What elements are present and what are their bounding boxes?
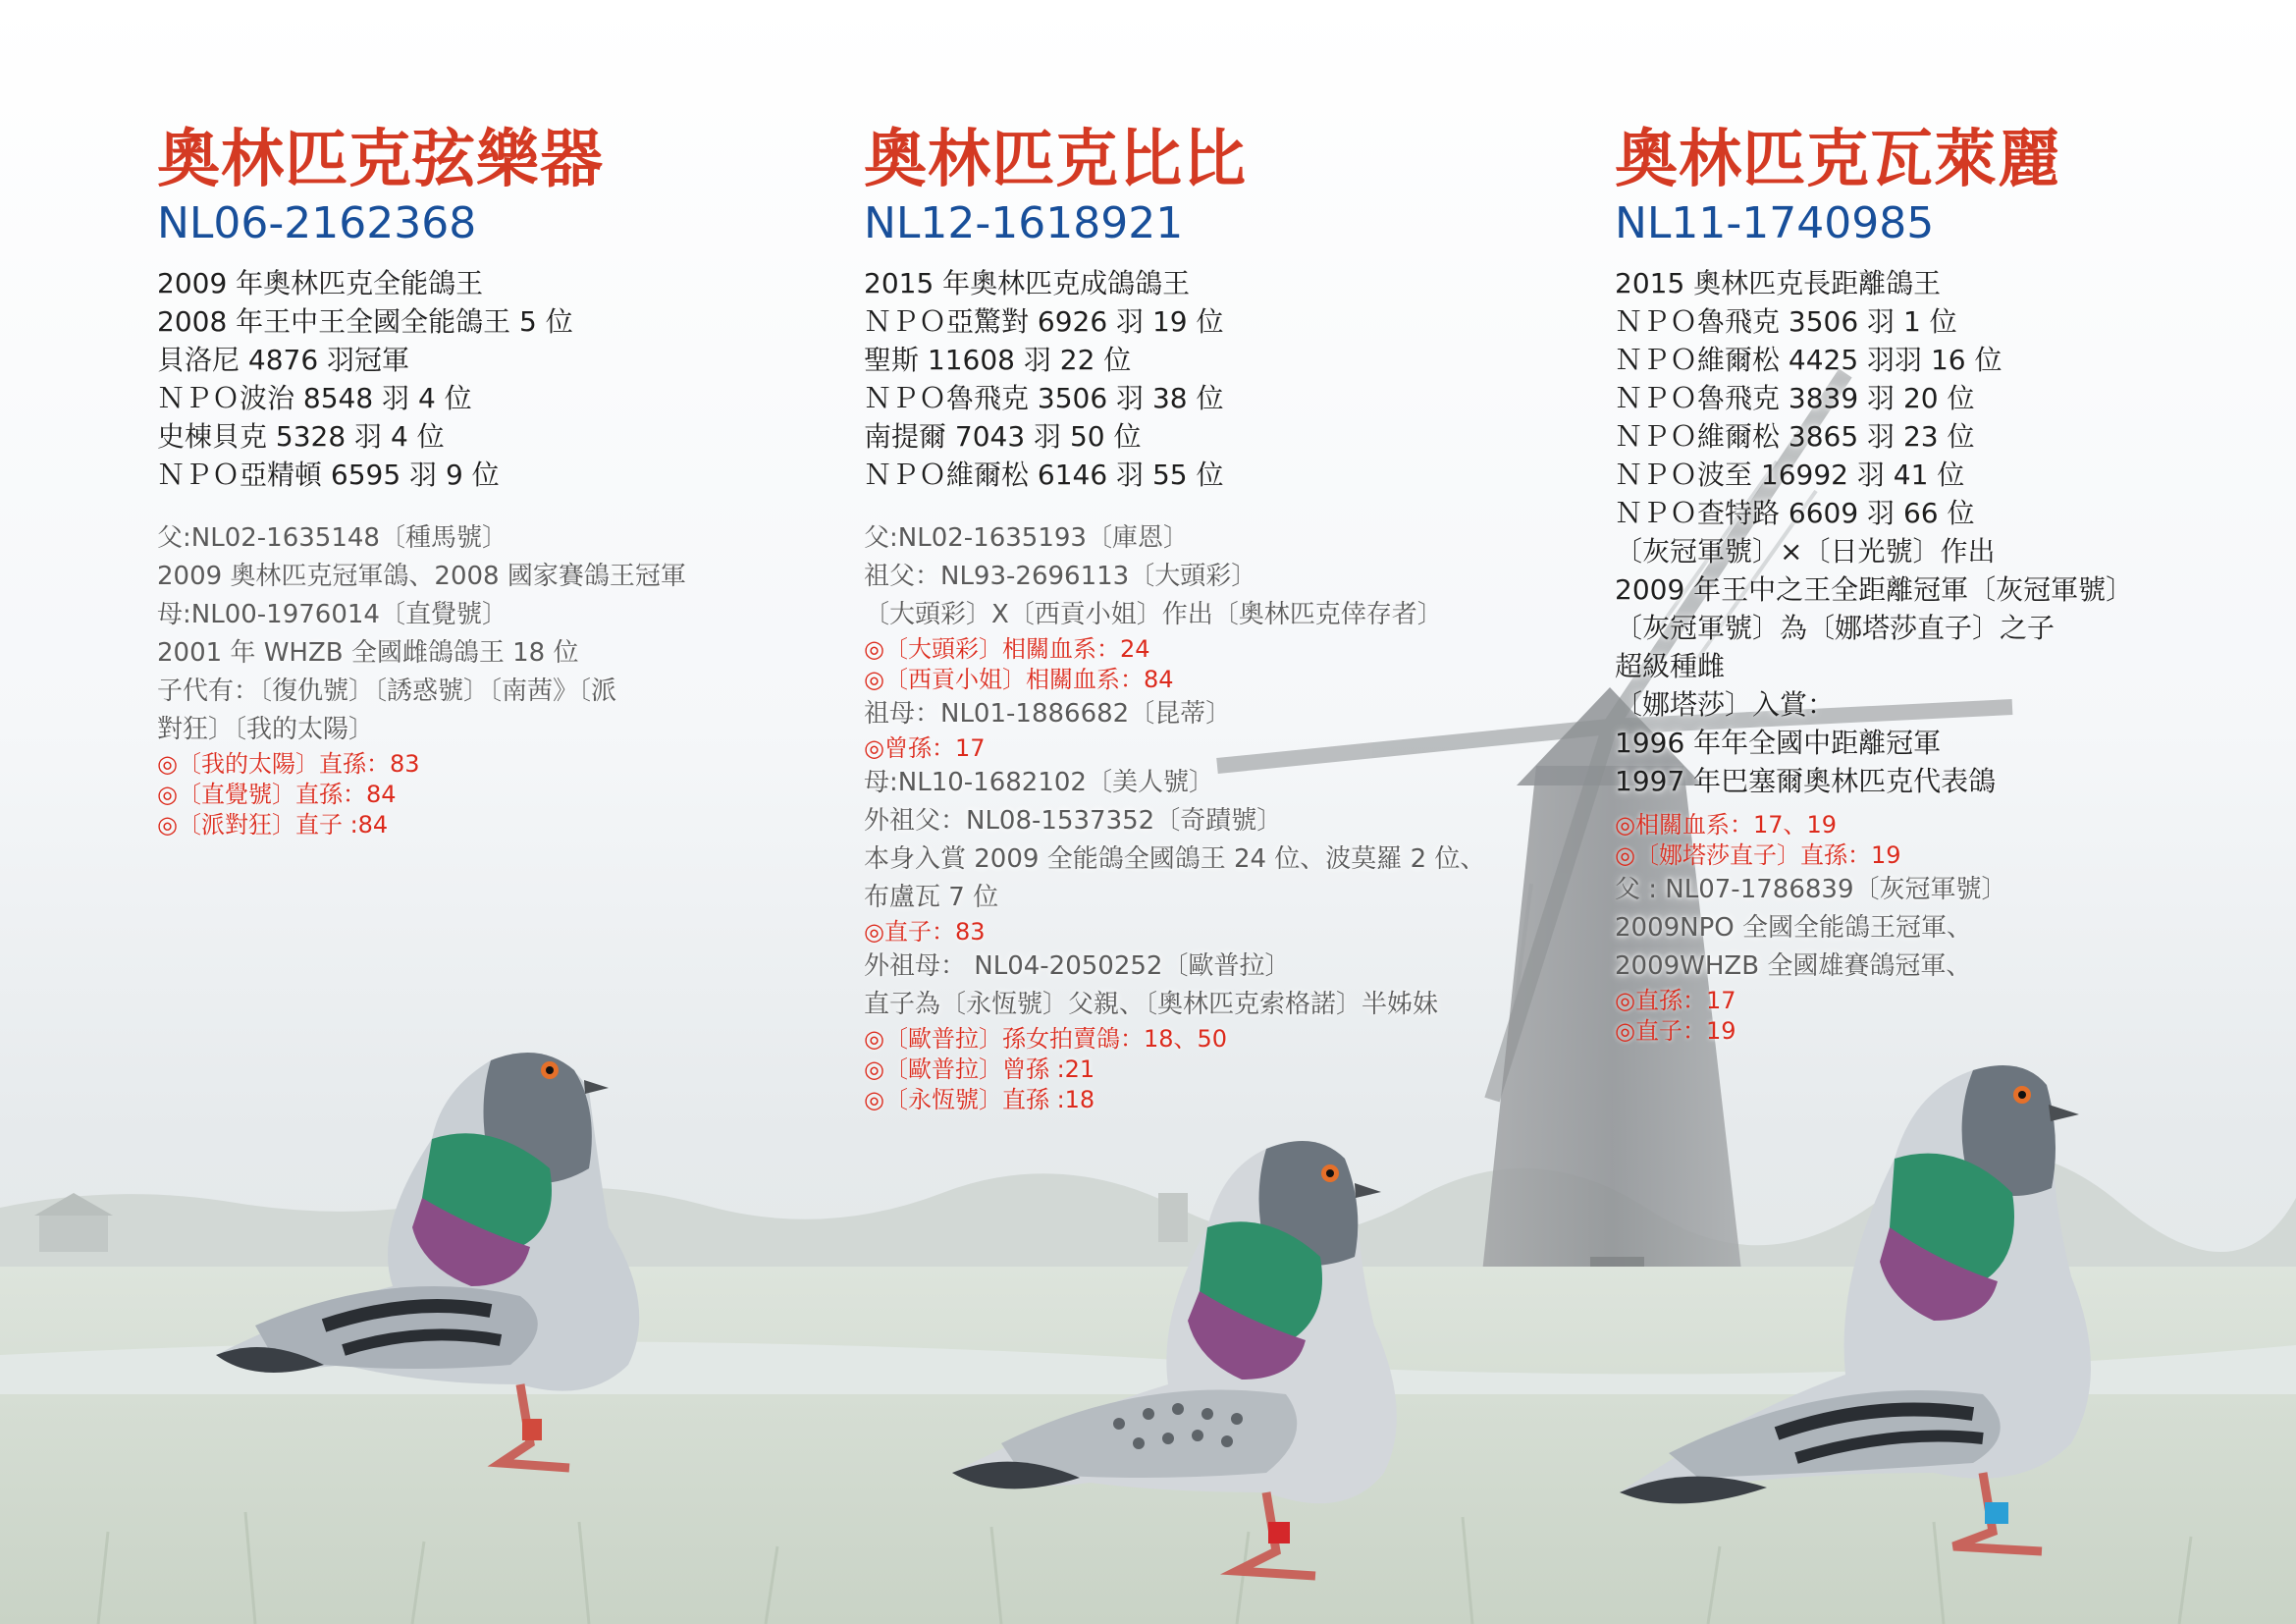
achievement-line: 1997 年巴塞爾奧林匹克代表鴿 [1615,765,1997,797]
ring-number: NL12-1618921 [864,198,1184,248]
pedigree-line: 母:NL00-1976014〔直覺號〕 [157,600,507,629]
pedigree-line: 對狂〕〔我的太陽〕 [157,715,375,744]
achievement-line: 南提爾 7043 羽 50 位 [864,420,1142,453]
pedigree-line: 母:NL10-1682102〔美人號〕 [864,768,1214,797]
achievement-line: 史棟貝克 5328 羽 4 位 [157,420,445,453]
highlight-line: ◎〔西貢小姐〕相關血系：84 [864,666,1174,693]
pedigree-line: 2009 奧林匹克冠軍鴿、2008 國家賽鴿王冠軍 [157,562,686,591]
pedigree-list [864,519,1531,1115]
ring-number: NL11-1740985 [1615,198,1935,248]
highlight-line: ◎直子：19 [1615,1017,1736,1045]
pedigree-line: 祖父：NL93-2696113〔大頭彩〕 [864,562,1257,591]
pedigree-line: 2009NPO 全國全能鴿王冠軍、 [1615,913,1973,943]
achievement-line: 2009 年王中之王全距離冠軍〔灰冠軍號〕 [1615,573,2134,606]
achievement-line: ＮＰＯ魯飛克 3506 羽 1 位 [1615,305,1957,338]
achievement-line: ＮＰＯ亞驚對 6926 羽 19 位 [864,305,1224,338]
highlight-line: ◎〔永恆號〕直孫 :18 [864,1086,1095,1113]
achievement-line: 2008 年王中王全國全能鴿王 5 位 [157,305,573,338]
achievement-line: 1996 年年全國中距離冠軍 [1615,727,1942,759]
achievement-line: 貝洛尼 4876 羽冠軍 [157,344,410,376]
achievements-list [1615,264,2223,800]
pedigree-line: 子代有：〔復仇號〕〔誘惑號〕〔南茜》〔派 [157,677,617,706]
highlight-line: ◎曾孫：17 [864,734,986,762]
pedigree-list [157,519,785,840]
achievement-line: 2015 奧林匹克長距離鴿王 [1615,267,1942,299]
achievement-line: ＮＰＯ魯飛克 3839 羽 20 位 [1615,382,1975,414]
pedigree-line: 父:NL02-1635193〔庫恩〕 [864,523,1189,553]
achievement-line: ＮＰＯ亞精頓 6595 羽 9 位 [157,459,500,491]
achievement-line: ＮＰＯ波治 8548 羽 4 位 [157,382,472,414]
ring-number: NL06-2162368 [157,198,477,248]
highlight-line: ◎直孫：17 [1615,987,1736,1014]
highlight-line: ◎〔歐普拉〕曾孫 :21 [864,1056,1095,1083]
achievement-line: 聖斯 11608 羽 22 位 [864,344,1132,376]
achievement-line: ＮＰＯ魯飛克 3506 羽 38 位 [864,382,1224,414]
achievement-line: 〔灰冠軍號〕為〔娜塔莎直子〕之子 [1615,612,2056,644]
pedigree-line: 2009WHZB 全國雄賽鴿冠軍、 [1615,951,1972,981]
achievement-line: ＮＰＯ波至 16992 羽 41 位 [1615,459,1965,491]
highlight-line: ◎〔歐普拉〕孫女拍賣鴿：18、50 [864,1025,1228,1053]
pedigree-line: 〔大頭彩〕X〔西貢小姐〕作出〔奧林匹克倖存者〕 [864,600,1443,629]
achievement-line: ＮＰＯ維爾松 3865 羽 23 位 [1615,420,1975,453]
pedigree-line: 外祖父：NL08-1537352〔奇蹟號〕 [864,806,1283,836]
bird-name: 奧林匹克瓦萊麗 [1615,124,2061,196]
highlight-line: ◎相關血系：17、19 [1615,811,1838,839]
bird-name: 奧林匹克比比 [864,124,1247,196]
pigeon-image-2 [942,1060,1453,1600]
pedigree-line: 直子為〔永恆號〕父親、〔奧林匹克索格諾〕半姊妹 [864,990,1439,1019]
highlight-line: ◎直子：83 [864,918,986,946]
highlight-line: ◎〔直覺號〕直孫：84 [157,781,397,808]
bird-profile-1 [157,123,785,840]
pigeon-image-3 [1610,982,2160,1571]
highlight-line: ◎〔大頭彩〕相關血系：24 [864,635,1150,663]
achievements-list [864,264,1531,494]
pedigree-line: 本身入賞 2009 全能鴿全國鴿王 24 位、波莫羅 2 位、 [864,844,1486,874]
achievement-line: 〔娜塔莎〕入賞： [1615,688,1836,721]
bird-name: 奧林匹克弦樂器 [157,124,604,196]
pedigree-line: 祖母：NL01-1886682〔昆蒂〕 [864,699,1232,729]
highlight-line: ◎〔我的太陽〕直孫：83 [157,750,420,778]
achievement-line: ＮＰＯ查特路 6609 羽 66 位 [1615,497,1975,529]
bird-profile-2 [864,123,1531,1115]
bird-profile-3 [1615,123,2223,1047]
pedigree-line: 父:NL02-1635148〔種馬號〕 [157,523,507,553]
pedigree-line: 外祖母： NL04-2050252〔歐普拉〕 [864,951,1291,981]
pedigree-list [1615,810,2223,1047]
achievement-line: 2015 年奧林匹克成鴿鴿王 [864,267,1191,299]
pedigree-line: 2001 年 WHZB 全國雌鴿鴿王 18 位 [157,638,579,668]
pedigree-line: 布盧瓦 7 位 [864,883,999,912]
achievement-line: 2009 年奧林匹克全能鴿王 [157,267,484,299]
achievement-line: 〔灰冠軍號〕×〔日光號〕作出 [1615,535,1996,568]
pigeon-image-1 [196,972,707,1492]
highlight-line: ◎〔派對狂〕直子 :84 [157,811,389,839]
achievement-line: ＮＰＯ維爾松 4425 羽羽 16 位 [1615,344,2002,376]
pedigree-line: 父 : NL07-1786839〔灰冠軍號〕 [1615,875,2007,904]
highlight-line: ◎〔娜塔莎直子〕直孫：19 [1615,841,1901,869]
achievements-list [157,264,785,494]
achievement-line: ＮＰＯ維爾松 6146 羽 55 位 [864,459,1224,491]
achievement-line: 超級種雌 [1615,650,1726,682]
